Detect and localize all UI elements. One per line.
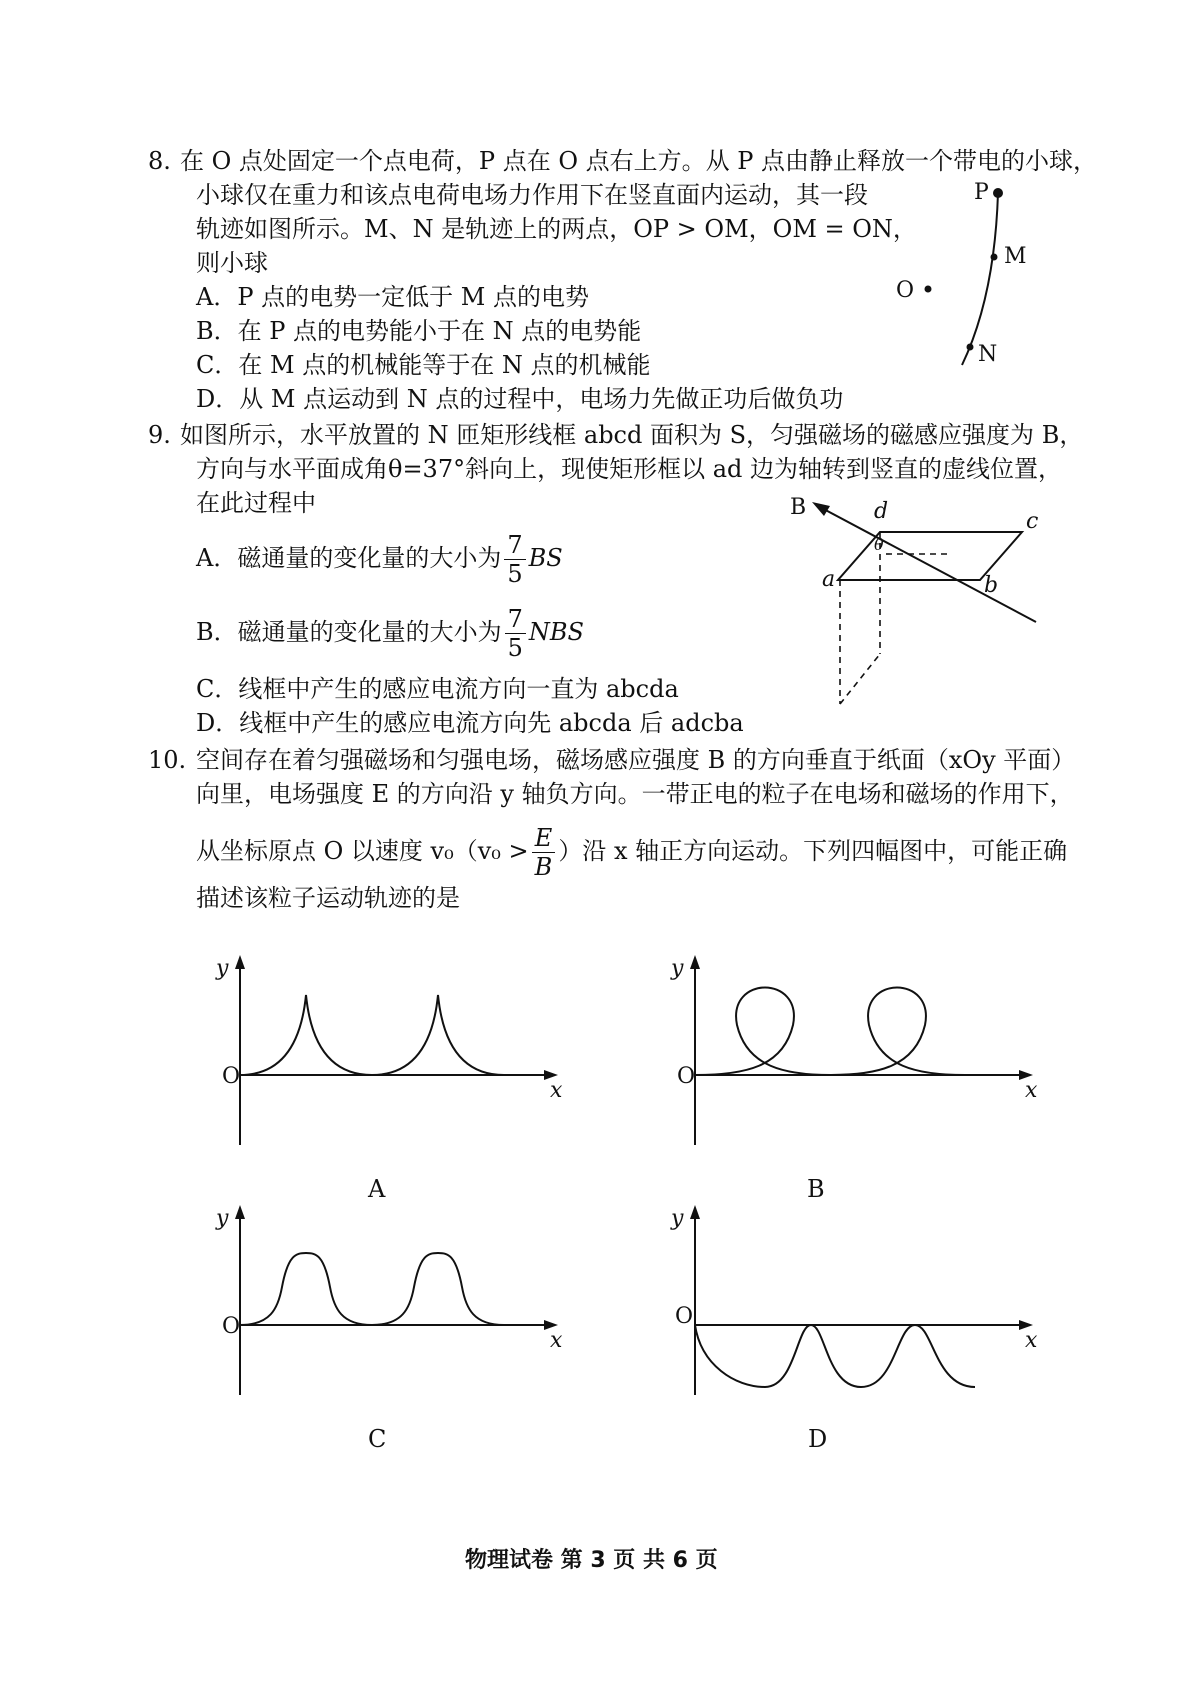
graph-a-caption: A <box>368 1175 386 1203</box>
q10-graph-b <box>665 955 1045 1165</box>
q8-point-n <box>967 344 974 351</box>
q8-option-d: D．从 M 点运动到 N 点的过程中，电场力先做正功后做负功 <box>196 385 844 413</box>
q10-stem-line3 <box>196 824 1067 881</box>
q8-trajectory-curve <box>962 193 998 365</box>
q9-option-b-text: B．磁通量的变化量的大小为 <box>196 618 502 646</box>
graph-a-y-label: y <box>216 956 229 981</box>
q9-stem-line2: 方向与水平面成角θ=37°斜向上，现使矩形框以 ad 边为轴转到竖直的虚线位置， <box>196 455 1063 483</box>
q9-label-a: a <box>822 567 836 592</box>
graph-b-x-label: x <box>1025 1078 1038 1103</box>
q9-option-b-symbol: NBS <box>528 618 584 646</box>
q8-label-n: N <box>978 342 998 367</box>
q9-option-d: D．线框中产生的感应电流方向先 abcda 后 adcba <box>196 709 744 737</box>
q8-option-c: C．在 M 点的机械能等于在 N 点的机械能 <box>196 351 651 379</box>
q8-option-b: B．在 P 点的电势能小于在 N 点的电势能 <box>196 317 642 345</box>
q8-option-a: A．P 点的电势一定低于 M 点的电势 <box>196 283 589 311</box>
q9-stem-line1: 如图所示，水平放置的 N 匝矩形线框 abcd 面积为 S，匀强磁场的磁感应强度为 B， <box>180 421 1084 449</box>
q8-stem-line2: 小球仅在重力和该点电荷电场力作用下在竖直面内运动，其一段 <box>196 181 868 209</box>
graph-c-origin: O <box>222 1314 241 1339</box>
q8-label-m: M <box>1004 244 1027 269</box>
q9-number: 9. <box>148 421 171 449</box>
q10-number: 10. <box>148 746 187 774</box>
graph-c-caption: C <box>368 1425 387 1453</box>
q10-graph-c <box>210 1205 570 1415</box>
q9-option-a-symbol: BS <box>528 544 563 572</box>
q9-label-theta: θ <box>874 535 884 554</box>
graph-d-caption: D <box>808 1425 828 1453</box>
q9-label-d: d <box>874 499 889 524</box>
graph-d-y-arrow <box>690 1205 700 1219</box>
q8-stem-line3: 轨迹如图所示。M、N 是轨迹上的两点，OP > OM，OM = ON， <box>196 215 917 243</box>
graph-b-y-label: y <box>671 956 684 981</box>
graph-b-origin: O <box>677 1064 696 1089</box>
q9-field-arrow <box>812 502 830 516</box>
q9-option-c: C．线框中产生的感应电流方向一直为 abcda <box>196 675 679 703</box>
q10-graph-a <box>210 955 570 1165</box>
q8-stem-line1: 在 O 点处固定一个点电荷，P 点在 O 点右上方。从 P 点由静止释放一个带电的小球， <box>180 147 1098 175</box>
graph-c-x-label: x <box>550 1328 563 1353</box>
page-footer: 物理试卷 第 3 页 共 6 页 <box>465 1548 718 1573</box>
q10-stem-line3-suffix: ）沿 x 轴正方向运动。下列四幅图中，可能正确 <box>558 837 1068 865</box>
q9-option-a-fraction: $\frac{7}{5}$ <box>504 531 525 588</box>
graph-a-origin: O <box>222 1064 241 1089</box>
q10-ratio-fraction: $\frac{E}{B}$ <box>532 824 556 881</box>
q10-stem-line1: 空间存在着匀强磁场和匀强电场，磁场感应强度 B 的方向垂直于纸面（xOy 平面） <box>196 746 1076 774</box>
graph-c-trajectory <box>240 1253 504 1325</box>
q9-option-b-fraction: $\frac{7}{5}$ <box>505 605 526 662</box>
graph-b-y-arrow <box>690 955 700 969</box>
q8-point-o <box>925 286 932 293</box>
q9-option-b <box>196 605 584 662</box>
q8-point-m <box>991 254 998 261</box>
q9-label-b-corner: b <box>984 573 999 598</box>
graph-b-caption: B <box>807 1175 825 1203</box>
q9-label-b-field: B <box>790 495 807 520</box>
graph-b-trajectory <box>695 988 965 1076</box>
q9-label-c: c <box>1026 509 1039 534</box>
q9-option-a-text: A．磁通量的变化量的大小为 <box>196 544 502 572</box>
graph-a-trajectory <box>240 995 504 1075</box>
q10-stem-line4: 描述该粒子运动轨迹的是 <box>196 884 460 912</box>
q9-option-a <box>196 531 563 588</box>
q10-stem-line2: 向里，电场强度 E 的方向沿 y 轴负方向。一带正电的粒子在电场和磁场的作用下， <box>196 780 1074 808</box>
q9-coil-figure <box>790 492 1040 722</box>
graph-a-x-label: x <box>550 1078 563 1103</box>
graph-d-origin: O <box>675 1304 694 1329</box>
q8-label-p: P <box>974 180 989 205</box>
graph-a-y-arrow <box>235 955 245 969</box>
q10-graph-d <box>665 1205 1045 1415</box>
graph-c-y-arrow <box>235 1205 245 1219</box>
graph-d-y-label: y <box>671 1206 684 1231</box>
q9-stem-line3: 在此过程中 <box>196 489 316 517</box>
graph-c-y-label: y <box>216 1206 229 1231</box>
q9-dashed-bottom <box>840 654 880 704</box>
q8-stem-line4: 则小球 <box>196 249 268 277</box>
graph-d-x-label: x <box>1025 1328 1038 1353</box>
q8-number: 8. <box>148 147 171 175</box>
graph-d-trajectory <box>695 1325 975 1387</box>
q8-trajectory-figure <box>890 175 1050 375</box>
q8-point-p <box>993 188 1003 198</box>
q10-stem-line3-prefix: 从坐标原点 O 以速度 v₀（v₀ > <box>196 837 529 865</box>
q8-label-o: O <box>896 278 915 303</box>
